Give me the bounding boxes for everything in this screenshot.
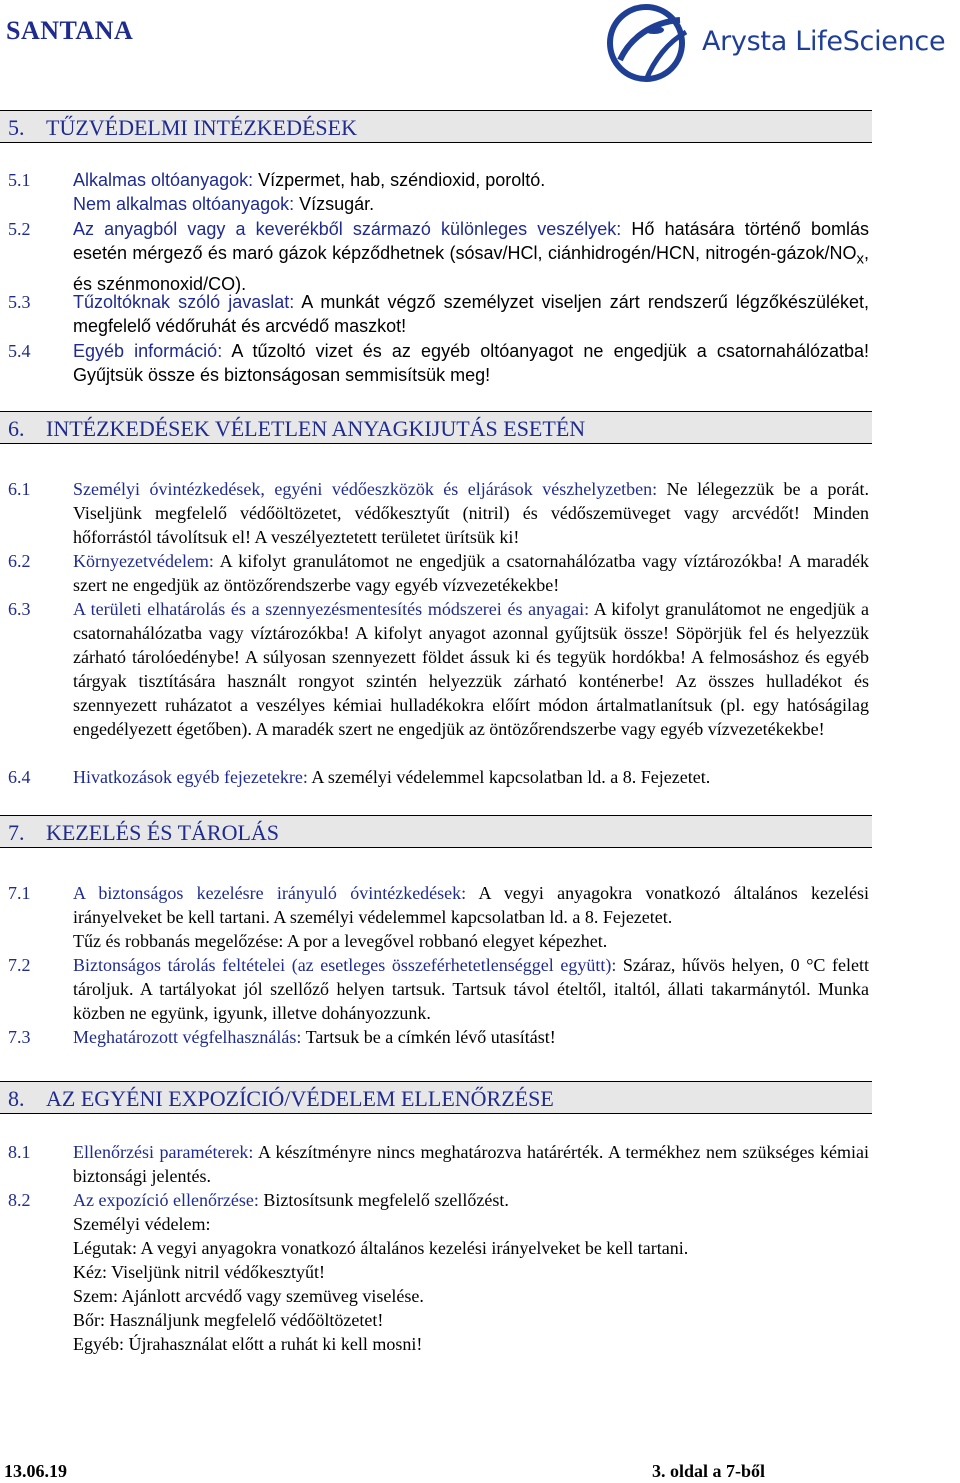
- section-title: AZ EGYÉNI EXPOZÍCIÓ/VÉDELEM ELLENŐRZÉSE: [46, 1086, 554, 1111]
- protection-line: Bőr: Használjunk megfelelő védőöltözetet!: [73, 1310, 384, 1330]
- item-text: A kifolyt granulátomot ne engedjük a csatornahálózatba vagy víztározókba! A kifolyt anyagot azonnal gyűjtsük össze! Söpörjük fel és helyezzük zárható tárolóedénybe! A súlyosan szennyezett földet ássuk ki és tegyük hordókba! A felmosáshoz és egyéb tárgyak tisztítására használt rongyot szintén helyezzük zárható konténerbe! Az összes hulladékot és szennyezett ruházatot a veszélyes kémiai hulladékokra előírt módon ártalmatlanítsuk (pl. egy hatóságilag engedélyezett égetőben). A maradék szert ne engedjük az öntözőrendszerbe vagy egyéb vízvezetékekbe!: [73, 599, 870, 739]
- item-text: A kifolyt granulátomot ne engedjük a csatornahálózatba vagy víztározókba! A maradék szert ne engedjük az öntözőrendszerbe vagy egyéb vízvezetékekbe!: [73, 551, 869, 595]
- footer-page-number: 3. oldal a 7-ből: [652, 1461, 766, 1481]
- item-number: 7.3: [8, 1027, 31, 1047]
- item-text: Száraz, hűvös helyen, 0 °C felett tároljuk. A tartályokat jól szellőző helyen tartsuk. Tartsuk távol ételtől, italtól, állati takarmánytól. Munka közben ne együnk, igyunk, illetve dohányozzunk.: [73, 955, 869, 1023]
- section-7-heading: [0, 815, 872, 848]
- company-logo: [606, 2, 958, 84]
- item-number: 5.4: [8, 341, 31, 361]
- item-label: Az anyagból vagy a keverékből származó különleges veszélyek:: [73, 219, 622, 239]
- item-text: Hő hatására történő bomlás esetén mérgező és maró gázok képződhetnek (sósav/HCl, ciánhidrogén/HCN, nitrogén-gázok/NO: [73, 219, 869, 263]
- item-text: Tűz és robbanás megelőzése: A por a levegővel robbanó elegyet képezhet.: [73, 931, 608, 951]
- item-text: A tűzoltó vizet és az egyéb oltóanyagot ne engedjük a csatornahálózatba! Gyűjtsük össze és biztonságosan semmisítsük meg!: [73, 341, 869, 385]
- protection-line: Kéz: Viseljünk nitril védőkesztyűt!: [73, 1262, 326, 1282]
- item-number: 6.4: [8, 767, 31, 787]
- protection-line: Szem: Ajánlott arcvédő vagy szemüveg viselése.: [73, 1286, 424, 1306]
- item-number: 5.1: [8, 170, 31, 190]
- item-number: 8.2: [8, 1190, 31, 1210]
- page-header: [0, 0, 960, 90]
- item-label: Környezetvédelem:: [73, 551, 214, 571]
- item-label: Az expozíció ellenőrzése:: [73, 1190, 259, 1210]
- logo-text: Arysta LifeScience: [702, 26, 946, 57]
- section-8-heading: [0, 1081, 872, 1114]
- item-label: Nem alkalmas oltóanyagok:: [73, 194, 295, 214]
- item-label: Meghatározott végfelhasználás:: [73, 1027, 302, 1047]
- item-text: Vízpermet, hab, széndioxid, poroltó.: [253, 170, 546, 190]
- item-number: 7.1: [8, 883, 31, 903]
- protection-line: Egyéb: Újrahasználat előtt a ruhát ki kell mosni!: [73, 1334, 423, 1354]
- item-text: Tartsuk be a címkén lévő utasítást!: [301, 1027, 556, 1047]
- item-text: A személyi védelemmel kapcsolatban ld. a 8. Fejezetet.: [307, 767, 711, 787]
- item-text: , és szénmonoxid/CO).: [73, 243, 869, 294]
- item-label: A területi elhatárolás és a szennyezésmentesítés módszerei és anyagai:: [73, 599, 590, 619]
- item-number: 7.2: [8, 955, 31, 975]
- section-title: TŰZVÉDELMI INTÉZKEDÉSEK: [46, 115, 357, 140]
- item-number: 8.1: [8, 1142, 31, 1162]
- item-text: A vegyi anyagokra vonatkozó általános kezelési irányelveket be kell tartani. A személyi védelemmel kapcsolatban ld. a 8. Fejezetet.: [73, 883, 869, 927]
- item-number: 6.3: [8, 599, 31, 619]
- item-text: Biztosítsunk megfelelő szellőzést.: [258, 1190, 509, 1210]
- item-text: Vízsugár.: [294, 194, 375, 214]
- protection-line: Légutak: A vegyi anyagokra vonatkozó általános kezelési irányelveket be kell tartani.: [73, 1238, 689, 1258]
- item-number: 6.2: [8, 551, 31, 571]
- item-label: A biztonságos kezelésre irányuló óvintézkedések:: [73, 883, 467, 903]
- section-title: INTÉZKEDÉSEK VÉLETLEN ANYAGKIJUTÁS ESETÉN: [46, 416, 586, 441]
- item-label: Személyi óvintézkedések, egyéni védőeszközök és eljárások vészhelyzetben:: [73, 479, 658, 499]
- product-name: SANTANA: [6, 16, 134, 45]
- item-number: 5.3: [8, 292, 31, 312]
- item-label: Alkalmas oltóanyagok:: [73, 170, 254, 190]
- item-number: 5.2: [8, 219, 31, 239]
- item-text: Ne lélegezzük be a porát. Viseljünk megfelelő védőöltözetet, védőkesztyűt (nitril) és védőszemüveget vagy arcvédőt! Minden hőforrástól távolítsuk el! A veszélyeztetett területet ürítsük ki!: [73, 479, 869, 547]
- globe-logo-icon: [606, 2, 690, 84]
- item-label: Tűzoltóknak szóló javaslat:: [73, 292, 295, 312]
- section-number: 8.: [8, 1086, 25, 1111]
- section-6-heading: [0, 411, 872, 444]
- item-label: Ellenőrzési paraméterek:: [73, 1142, 254, 1162]
- protection-line: Személyi védelem:: [73, 1214, 211, 1234]
- item-label: Egyéb információ:: [73, 341, 223, 361]
- item-subscript: x: [856, 250, 864, 268]
- item-label: Biztonságos tárolás feltételei (az esetleges összeférhetetlenséggel együtt):: [73, 955, 617, 975]
- section-number: 6.: [8, 416, 25, 441]
- footer-date: 13.06.19: [4, 1461, 67, 1481]
- section-title: KEZELÉS ÉS TÁROLÁS: [46, 820, 280, 845]
- section-5-heading: [0, 110, 872, 143]
- item-text: A munkát végző személyzet viseljen zárt rendszerű légzőkészüléket, megfelelő védőruhát és arcvédő maszkot!: [73, 292, 869, 336]
- section-number: 7.: [8, 820, 25, 845]
- item-label: Hivatkozások egyéb fejezetekre:: [73, 767, 308, 787]
- item-text: A készítményre nincs meghatározva határérték. A termékhez nem szükséges kémiai biztonsági jelentés.: [73, 1142, 869, 1186]
- item-number: 6.1: [8, 479, 31, 499]
- section-number: 5.: [8, 115, 25, 140]
